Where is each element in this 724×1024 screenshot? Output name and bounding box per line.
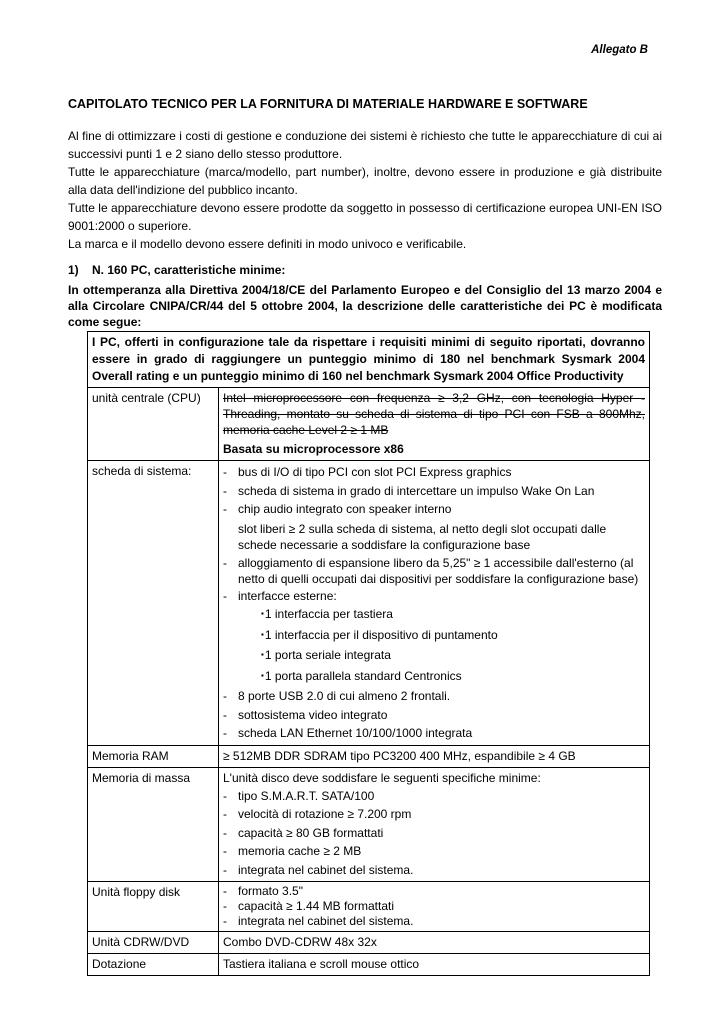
floppy-value: [219, 882, 650, 932]
board-value: [219, 461, 650, 746]
list-item: - memoria cache ≥ 2 MB: [223, 842, 645, 861]
list-item: - alloggiamento di espansione libero da 5,25" ≥ 1 accessibile dall'esterno (al netto di quelli occupati dai dispositivi per soddisfare la configurazione base): [223, 555, 645, 587]
floppy-label: Unità floppy disk: [88, 882, 219, 932]
bullet-icon: ▪: [261, 650, 264, 659]
list-item: ▪1 porta seriale integrata: [261, 648, 391, 662]
list-item: - velocità di rotazione ≥ 7.200 rpm: [223, 805, 645, 824]
list-item: - formato 3.5": [223, 884, 645, 899]
bullet-icon: ▪: [261, 629, 264, 639]
table-row-ram: [88, 745, 650, 767]
paragraph-costs: Al fine di ottimizzare i costi di gestione e conduzione dei sistemi è richiesto che tutte le apparecchiature di cui ai successivi punti 1 e 2 siano dello stesso produttore.: [68, 129, 662, 161]
paragraph-production: Tutte le apparecchiature (marca/modello, part number), inoltre, devono essere in produzione e già distribuite alla data dell'indizione del pubblico incanto.: [68, 165, 662, 197]
spec-table: [87, 331, 650, 976]
cpu-struck-text: Intel microprocessore con frequenza ≥ 3,2 GHz, con tecnologia Hyper - Threading, montato su scheda di sistema di tipo PCI con FSB a 800Mhz, memoria cache Level 2 ≥ 1 MB: [223, 391, 645, 437]
list-item: - bus di I/O di tipo PCI con slot PCI Express graphics: [223, 463, 645, 482]
section-intro: In ottemperanza alla Direttiva 2004/18/CE del Parlamento Europeo e del Consiglio del 13 marzo 2004 e alla Circolare CNIPA/CR/44 del 5 ottobre 2004, la descrizione delle caratteristiche dei PC è modificata come segue:: [68, 283, 662, 329]
cdrw-value: Combo DVD-CDRW 48x 32x: [219, 932, 650, 954]
storage-label: Memoria di massa: [88, 767, 219, 882]
cpu-basis: Basata su microprocessore x86: [223, 442, 404, 456]
list-item: - chip audio integrato con speaker interno: [223, 500, 645, 519]
paragraph-certification: Tutte le apparecchiature devono essere prodotte da soggetto in possesso di certificazione europea UNI-EN ISO 9001:2000 o superiore.: [68, 201, 662, 233]
list-item: ▪1 interfaccia per tastiera: [261, 607, 393, 621]
table-row-cdrw: [88, 932, 650, 954]
section-number: 1): [68, 263, 79, 277]
storage-value: [219, 767, 650, 882]
paragraph-brand: La marca e il modello devono essere definiti in modo univoco e verificabile.: [68, 237, 467, 251]
list-item: slot liberi ≥ 2 sulla scheda di sistema, al netto degli slot occupati dalle schede necessarie a soddisfare la configurazione base: [238, 521, 607, 552]
ram-value: ≥ 512MB DDR SDRAM tipo PC3200 400 MHz, espandibile ≥ 4 GB: [219, 745, 650, 767]
storage-list: [223, 787, 645, 880]
document-annex-label: Allegato B: [591, 44, 648, 56]
table-header: I PC, offerti in configurazione tale da rispettare i requisiti minimi di seguito riportati, dovranno essere in grado di raggiungere un punteggio minimo di 180 nel benchmark Sysmark 2004 Overall rating e un punteggio minimo di 160 nel benchmark Sysmark 2004 Office Productivity: [88, 332, 650, 388]
list-item: - interfacce esterne:: [223, 587, 645, 606]
table-header-row: [88, 332, 650, 388]
cpu-value: [219, 388, 650, 461]
list-item: - scheda LAN Ethernet 10/100/1000 integrata: [223, 724, 645, 743]
cpu-label: unità centrale (CPU): [88, 388, 219, 461]
page-title: CAPITOLATO TECNICO PER LA FORNITURA DI MATERIALE HARDWARE E SOFTWARE: [68, 97, 588, 111]
list-item: - sottosistema video integrato: [223, 706, 645, 725]
bullet-icon: ▪: [261, 670, 264, 680]
list-item: - tipo S.M.A.R.T. SATA/100: [223, 787, 645, 806]
floppy-list: [223, 884, 645, 929]
ram-label: Memoria RAM: [88, 745, 219, 767]
bullet-icon: ▪: [261, 609, 264, 618]
section-title: N. 160 PC, caratteristiche minime:: [92, 263, 286, 277]
board-list: [223, 463, 645, 743]
list-item: - capacità ≥ 1.44 MB formattati: [223, 899, 645, 914]
table-row-dotazione: [88, 954, 650, 976]
list-item: ▪1 interfaccia per il dispositivo di puntamento: [261, 627, 498, 642]
cdrw-label: Unità CDRW/DVD: [88, 932, 219, 954]
list-item: ▪1 porta parallela standard Centronics: [261, 668, 462, 683]
board-label: scheda di sistema:: [88, 461, 219, 746]
list-item: - 8 porte USB 2.0 di cui almeno 2 frontali.: [223, 687, 645, 706]
storage-intro: L'unità disco deve soddisfare le seguenti specifiche minime:: [223, 770, 541, 785]
table-row-board: [88, 461, 650, 746]
table-row-cpu: [88, 388, 650, 461]
list-item: - capacità ≥ 80 GB formattati: [223, 824, 645, 843]
dotazione-label: Dotazione: [88, 954, 219, 976]
dotazione-value: Tastiera italiana e scroll mouse ottico: [219, 954, 650, 976]
list-item: - scheda di sistema in grado di intercettare un impulso Wake On Lan: [223, 482, 645, 501]
table-row-floppy: [88, 882, 650, 932]
table-row-storage: [88, 767, 650, 882]
list-item: - integrata nel cabinet del sistema.: [223, 914, 645, 929]
list-item: - integrata nel cabinet del sistema.: [223, 861, 645, 880]
